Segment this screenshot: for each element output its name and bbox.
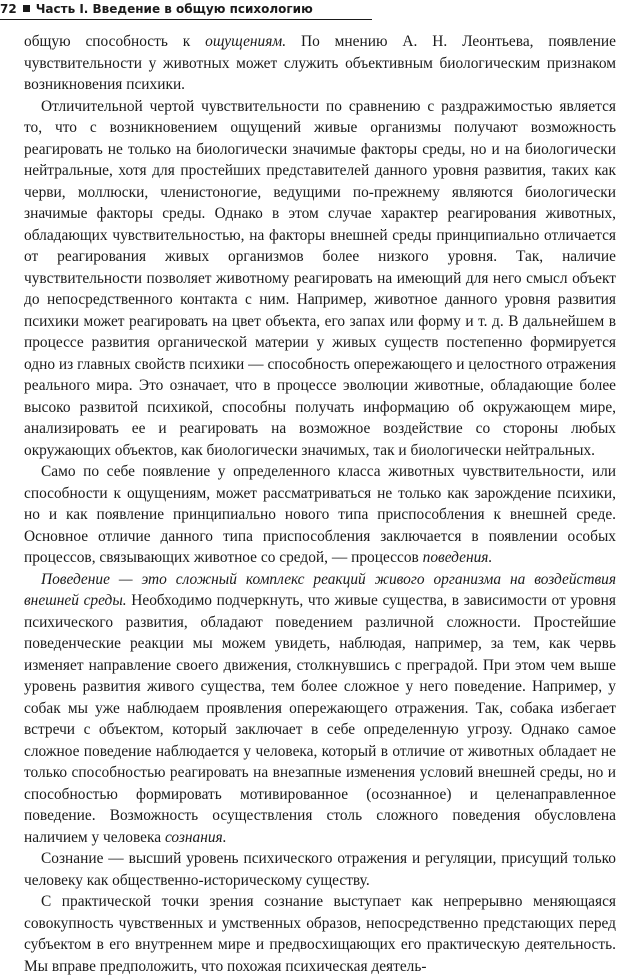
paragraph <box>24 96 616 462</box>
text-run: Само по себе появление у определенного класса животных чувствительности, или способности к ощущениям, может рассматриваться не только как зарождение психики, но и как появление принципиально нового типа приспособления к внешней среде. Основное отличие данного типа приспособления заключается в появлении особых процессов, связывающих животное со средой, — процессов <box>24 463 616 566</box>
emphasis-run: ощущениям. <box>205 33 287 50</box>
square-bullet-icon <box>23 5 30 12</box>
text-run: С практической точки зрения сознание выступает как непрерывно меняющаяся совокупность чувственных и умственных образов, непосредственно предстающих перед субъектом в его внутреннем мире и предвосхищающих его практическую деятельность. Мы вправе предположить, что похожая психическая деятель- <box>24 893 616 975</box>
header-rule <box>0 19 372 20</box>
text-run: общую способность к <box>24 33 206 50</box>
text-run: Сознание — высший уровень психического отражения и регуляции, присущий только человеку как общественно-историческому существу. <box>24 850 616 889</box>
emphasis-run: поведения. <box>422 549 493 566</box>
paragraph <box>24 569 616 849</box>
paragraph <box>24 848 616 891</box>
running-head <box>0 0 400 20</box>
page-number: 72 <box>0 2 17 16</box>
text-run: Отличительной чертой чувствительности по сравнению с раздражимостью является то, что с возникновением ощущений живые организмы получают возможность реагировать не только на биологически значимые факторы среды, но и на биологически нейтральные, хотя для простейших представителей данного уровня развития, таких как черви, моллюски, членистоногие, ведущими по-прежнему являются биологически значимые факторы среды. Однако в этом случае характер реагирования животных, обладающих чувствительностью, на факторы внешней среды принципиально отличается от реагирования живых организмов более низкого уровня. Так, наличие чувствительности позволяет животному реагировать на имеющий для него смысл объект до непосредственного контакта с ним. Например, животное данного уровня развития психики может реагировать на цвет объекта, его запах или форму и т. д. В дальнейшем в процессе развития органической материи у живых существ постепенно формируется одно из главных свойств психики — способность опережающего и целостного отражения реального мира. Это означает, что в процессе эволюции животные, обладающие более высоко развитой психикой, способны получать информацию об окружающем мире, анализировать ее и реагировать на возможное воздействие со стороны любых окружающих объектов, как биологически значимых, так и биологически нейтральных. <box>24 97 616 459</box>
paragraph <box>24 461 616 569</box>
emphasis-run: Поведение — это сложный комплекс реакций живого организма на воздействия внешней среды. <box>24 570 616 609</box>
emphasis-run: сознания. <box>164 828 227 846</box>
body-text <box>24 31 616 977</box>
paragraph <box>24 31 616 96</box>
paragraph <box>24 891 616 977</box>
text-run: Необходимо подчеркнуть, что живые существа, в зависимости от уровня психического развития, обладают поведением различной сложности. Простейшие поведенческие реакции мы можем увидеть, наблюдая, например, за тем, как червь изменяет направление своего движения, столкнувшись с преградой. При этом чем выше уровень развития живого существа, тем более сложное у него поведение. Например, у собак мы уже наблюдаем проявления опережающего отражения. Так, собака избегает встречи с объектом, который заключает в себе определенную угрозу. Однако самое сложное поведение наблюдается у человека, который в отличие от животных обладает не только способностью реагировать на внезапные изменения условий внешней среды, но и способностью формировать мотивированное (осознанное) и целенаправленное поведение. Возможность осуществления столь сложного поведения обусловлена наличием у человека <box>24 592 616 846</box>
text-run: По мнению А. Н. Леонтьева, появление чувствительности у животных может служить объективным биологическим признаком возникновения психики. <box>24 33 616 93</box>
section-title: Часть I. Введение в общую психологию <box>35 2 313 16</box>
